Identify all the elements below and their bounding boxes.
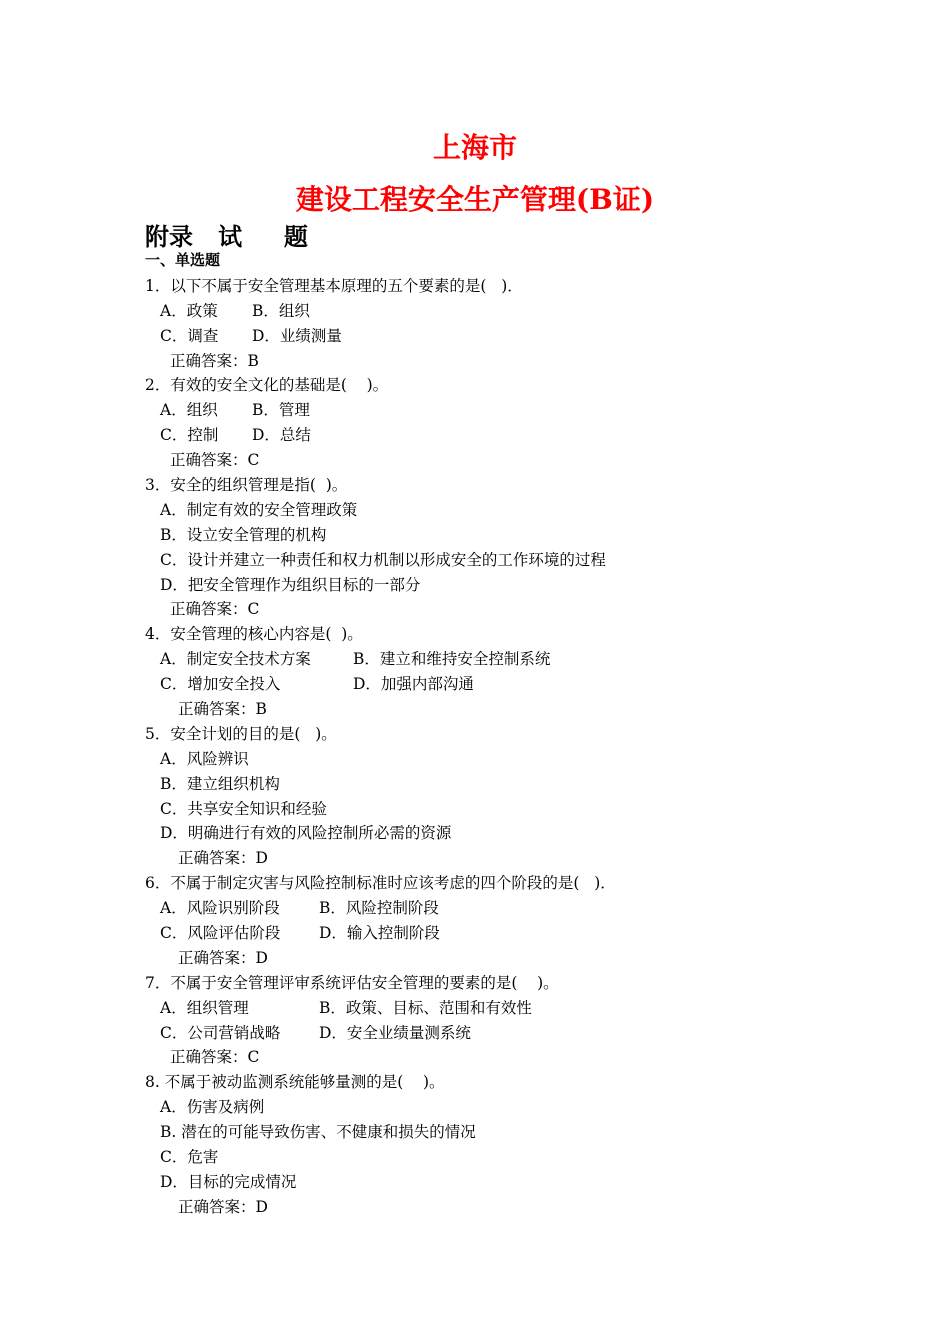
question-2-option-a: A．组织: [160, 401, 218, 419]
question-5-stem: 5．安全计划的目的是( )。: [145, 725, 337, 743]
question-2-option-c: C．控制: [160, 426, 219, 444]
question-2-answer: 正确答案：C: [170, 451, 260, 469]
question-5-option-c: C．共享安全知识和经验: [160, 800, 327, 818]
question-1-option-d: D．业绩测量: [252, 327, 342, 345]
question-6-option-c: C．风险评估阶段: [160, 924, 281, 942]
document-subtitle: 建设工程安全生产管理(B证): [295, 183, 655, 216]
question-1-option-b: B．组织: [252, 302, 310, 320]
question-3-answer: 正确答案：C: [170, 600, 260, 618]
question-5-option-a: A．风险辨识: [160, 750, 249, 768]
question-6-answer: 正确答案：D: [178, 949, 268, 967]
question-5-answer: 正确答案：D: [178, 849, 268, 867]
question-3-option-b: B．设立安全管理的机构: [160, 526, 327, 544]
question-2-option-d: D．总结: [252, 426, 311, 444]
question-8-stem: 8. 不属于被动监测系统能够量测的是( )。: [145, 1073, 445, 1091]
question-4-stem: 4．安全管理的核心内容是( )。: [145, 625, 363, 643]
question-3-option-a: A．制定有效的安全管理政策: [160, 501, 358, 519]
question-7-option-c: C．公司营销战略: [160, 1024, 281, 1042]
question-5-option-d: D．明确进行有效的风险控制所必需的资源: [160, 824, 452, 842]
document-title: 上海市: [432, 131, 517, 164]
question-6-option-b: B．风险控制阶段: [319, 899, 439, 917]
question-3-option-d: D．把安全管理作为组织目标的一部分: [160, 576, 421, 594]
question-6-option-a: A．风险识别阶段: [160, 899, 280, 917]
question-4-option-d: D．加强内部沟通: [353, 675, 474, 693]
question-1-option-c: C．调查: [160, 327, 219, 345]
question-5-option-b: B．建立组织机构: [160, 775, 280, 793]
question-1-option-a: A．政策: [160, 302, 218, 320]
question-3-stem: 3．安全的组织管理是指( )。: [145, 476, 348, 494]
question-7-option-b: B．政策、目标、范围和有效性: [319, 999, 532, 1017]
question-8-option-c: C．危害: [160, 1148, 219, 1166]
question-2-option-b: B．管理: [252, 401, 310, 419]
question-4-answer: 正确答案：B: [178, 700, 267, 718]
question-8-answer: 正确答案：D: [178, 1198, 268, 1216]
question-2-stem: 2．有效的安全文化的基础是( )。: [145, 376, 389, 394]
question-6-stem: 6．不属于制定灾害与风险控制标准时应该考虑的四个阶段的是( )．: [145, 874, 616, 892]
question-4-option-a: A．制定安全技术方案: [160, 650, 311, 668]
question-1-stem: 1．以下不属于安全管理基本原理的五个要素的是( )．: [145, 277, 523, 295]
question-6-option-d: D．输入控制阶段: [319, 924, 440, 942]
question-7-option-d: D．安全业绩量测系统: [319, 1024, 471, 1042]
question-1-answer: 正确答案：B: [170, 352, 259, 370]
section-heading: 一、单选题: [145, 251, 221, 269]
question-8-option-a: A．伤害及病例: [160, 1098, 265, 1116]
question-8-option-d: D．目标的完成情况: [160, 1173, 297, 1191]
question-7-option-a: A．组织管理: [160, 999, 249, 1017]
question-7-answer: 正确答案：C: [170, 1048, 260, 1066]
appendix-heading: 附录 试 题: [145, 223, 308, 251]
question-4-option-b: B．建立和维持安全控制系统: [353, 650, 551, 668]
question-4-option-c: C．增加安全投入: [160, 675, 281, 693]
question-7-stem: 7．不属于安全管理评审系统评估安全管理的要素的是( )。: [145, 974, 559, 992]
question-8-option-b: B. 潜在的可能导致伤害、不健康和损失的情况: [160, 1123, 476, 1141]
question-3-option-c: C．设计并建立一种责任和权力机制以形成安全的工作环境的过程: [160, 551, 606, 569]
